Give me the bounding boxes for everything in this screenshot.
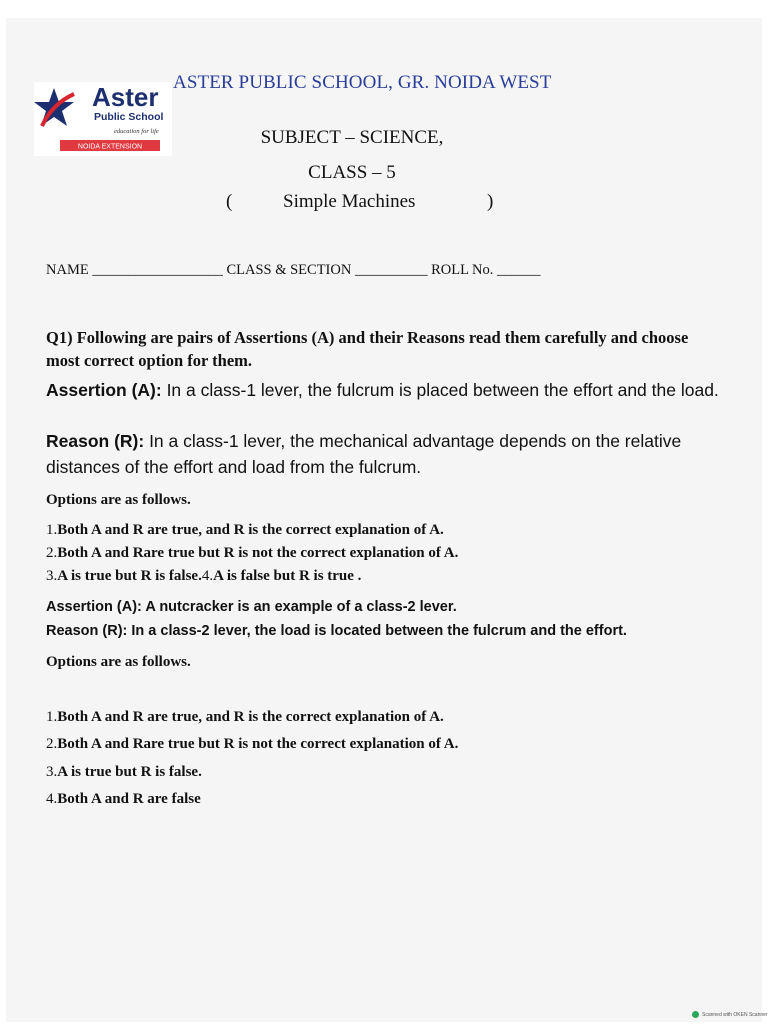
- scanner-logo-icon: [692, 1011, 699, 1018]
- question-1-title: Q1) Following are pairs of Assertions (A) and their Reasons read them carefully and choose most correct option for them.: [46, 328, 689, 370]
- aster-logo-graphic: [34, 82, 172, 156]
- option-1-2: 2.Both A and Rare true but R is not the correct explanation of A.: [46, 545, 459, 561]
- topic-line: [0, 191, 768, 215]
- topic-close-paren: ): [487, 191, 494, 212]
- reason-1: [46, 428, 736, 480]
- assertion-1-label: Assertion (A):: [46, 380, 162, 400]
- options-heading-2: Options are as follows.: [46, 654, 191, 670]
- topic-title: Simple Machines: [283, 191, 416, 212]
- option-2-1: 1.Both A and R are true, and R is the correct explanation of A.: [46, 709, 444, 725]
- assertion-1: [46, 377, 736, 403]
- assertion-2: Assertion (A): A nutcracker is an example of a class-2 lever.: [46, 599, 457, 615]
- logo-tagline: education for life: [114, 128, 159, 135]
- assertion-1-text: In a class-1 lever, the fulcrum is placed between the effort and the load.: [161, 380, 719, 400]
- school-logo: [34, 82, 172, 156]
- scanner-watermark: [692, 1011, 768, 1018]
- logo-subtitle: Public School: [94, 111, 164, 123]
- option-2-4: 4.Both A and R are false: [46, 791, 201, 807]
- star-icon: [34, 88, 74, 126]
- reason-1-text: In a class-1 lever, the mechanical advantage depends on the relative distances of the effort and load from the fulcrum.: [46, 431, 682, 477]
- class-line: CLASS – 5: [308, 162, 396, 183]
- option-1-1: 1.Both A and R are true, and R is the correct explanation of A.: [46, 522, 444, 538]
- school-name-heading: ASTER PUBLIC SCHOOL, GR. NOIDA WEST: [173, 72, 552, 93]
- subject-line: SUBJECT – SCIENCE,: [260, 127, 444, 148]
- logo-wordmark: Aster: [92, 82, 159, 112]
- student-info-fields: NAME __________________ CLASS & SECTION __________ ROLL No. ______: [46, 262, 541, 278]
- scanner-text: Scanned with OKEN Scanner: [702, 1011, 768, 1018]
- reason-1-label: Reason (R):: [46, 431, 145, 451]
- option-2-2: 2.Both A and Rare true but R is not the correct explanation of A.: [46, 736, 459, 752]
- logo-banner-text: NOIDA EXTENSION: [77, 143, 143, 151]
- options-heading-1: Options are as follows.: [46, 492, 191, 508]
- option-2-3: 3.A is true but R is false.: [46, 764, 202, 780]
- option-1-3-4: 3.A is true but R is false.4.A is false but R is true .: [46, 568, 362, 584]
- reason-2: Reason (R): In a class-2 lever, the load is located between the fulcrum and the effort.: [46, 623, 627, 639]
- topic-open-paren: (: [226, 191, 233, 212]
